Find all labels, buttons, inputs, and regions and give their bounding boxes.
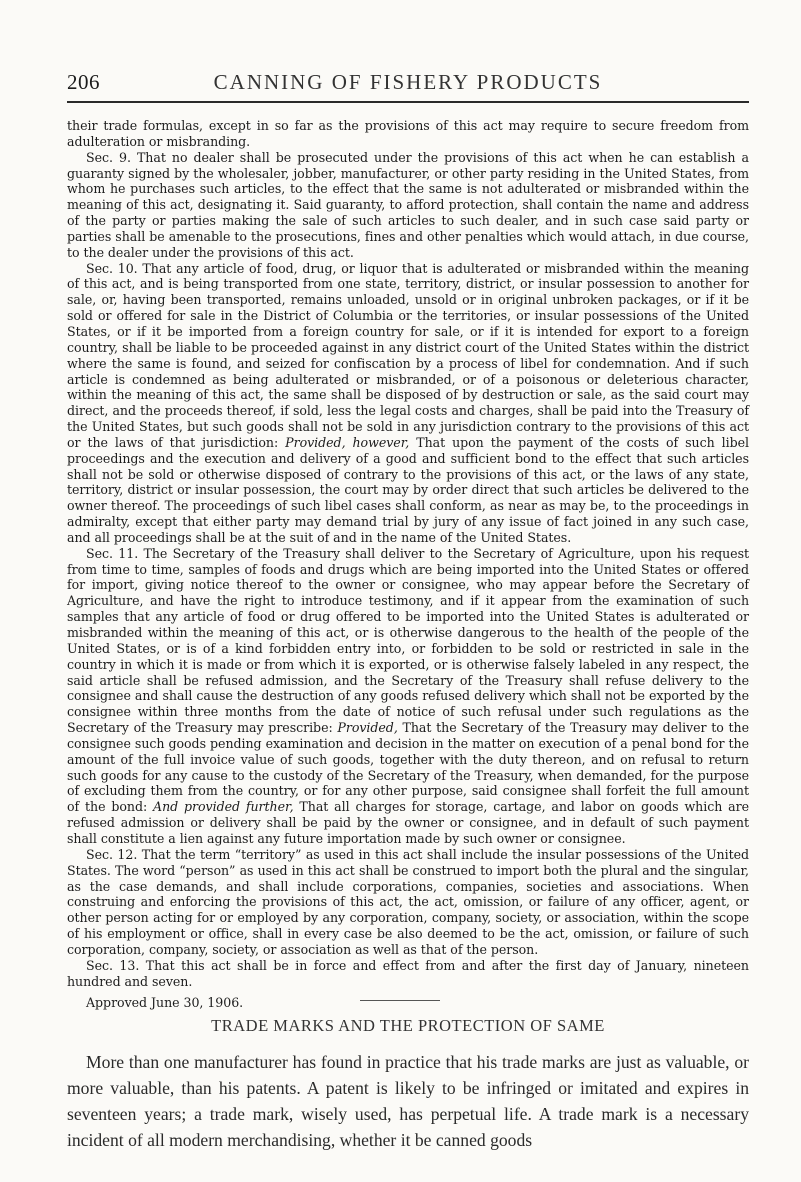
section-11 <box>67 546 749 847</box>
section-10-text-b: That upon the payment of the costs of such libel proceedings and the execution and delivery of a good and sufficient bond to the effect that such articles shall not be sold or otherwise disposed of contrary to the provisions of this act, or the laws of any state, territory, district or insular possession, the court may by order direct that such articles be delivered to the owner thereof. The proceedings of such libel cases shall conform, as near as may be, to the proceedings in admiralty, except that either party may demand trial by jury of any issue of fact joined in any such case, and all proceedings shall be at the suit of and in the name of the United States. <box>67 434 749 545</box>
running-head-title: CANNING OF FISHERY PRODUCTS <box>213 70 603 94</box>
page-number: 206 <box>67 70 100 94</box>
section-11-text-c: That all charges for storage, cartage, and labor on goods which are refused admission or delivery shall be paid by the owner or consignee, and in default of such payment shall constitute a lien against any future importation made by such owner or consignee. <box>67 799 749 846</box>
approval-date: Approved June 30, 1906. <box>86 995 244 1011</box>
act-text <box>67 118 749 1011</box>
section-heading: TRADE MARKS AND THE PROTECTION OF SAME <box>211 1016 605 1035</box>
section-11-text-a: Sec. 11. The Secretary of the Treasury shall deliver to the Secretary of Agriculture, upon his request from time to time, samples of foods and drugs which are being imported into the United States or offered for import, giving notice thereof to the owner or consignee, who may appear before the Secretary of Agriculture, and have the right to introduce testimony, and if it appear from the examination of such samples that any article of food or drug offered to be imported into the United States is adulterated or misbranded within the meaning of this act, or is otherwise dangerous to the health of the people of the United States, or is of a kind forbidden entry into, or forbidden to be sold or restricted in sale in the country in which it is made or from which it is exported, or is otherwise falsely labeled in any respect, the said article shall be refused admission, and the Secretary of the Treasury shall refuse delivery to the consignee and shall cause the destruction of any goods refused delivery which shall not be exported by the consignee within three months from the date of notice of such refusal under such regulations as the Secretary of the Treasury may prescribe: <box>67 545 749 736</box>
section-11-proviso-1: Provided, <box>337 720 398 736</box>
section-13: Sec. 13. That this act shall be in force and effect from and after the first day of January, nineteen hundred and seven. <box>67 957 749 989</box>
section-11-text-b: That the Secretary of the Treasury may deliver to the consignee such goods pending examination and decision in the matter on execution of a penal bond for the amount of the full invoice value of such goods, together with the duty thereon, and on refusal to return such goods for any cause to the custody of the Secretary of the Treasury, when demanded, for the purpose of excluding them from the country, or for any other purpose, said consignee shall forfeit the full amount of the bond: <box>67 720 749 815</box>
header-rule <box>67 101 749 103</box>
section-11-proviso-2: And provided further, <box>153 799 294 815</box>
section-10-text-a: Sec. 10. That any article of food, drug, or liquor that is adulterated or misbranded within the meaning of this act, and is being transported from one state, territory, district, or insular possession to another for sale, or, having been transported, remains unloaded, unsold or in original unbroken packages, or if it be sold or offered for sale in the District of Columbia or the territories, or insular possessions of the United States, or if it be imported from a foreign country for sale, or if it is intended for export to a foreign country, shall be liable to be proceeded against in any district court of the United States within the district where the same is found, and seized for confiscation by a process of libel for condemnation. And if such article is condemned as being adulterated or misbranded, or of a poisonous or deleterious character, within the meaning of this act, the same shall be disposed of by destruction or sale, as the said court may direct, and the proceeds thereof, if sold, less the legal costs and charges, shall be paid into the Treasury of the United States, but such goods shall not be sold in any jurisdiction contrary to the provisions of this act or the laws of that jurisdiction: <box>67 260 749 450</box>
section-separator <box>360 1000 440 1001</box>
section-body <box>67 1049 749 1153</box>
running-head <box>67 70 749 98</box>
section-9: Sec. 9. That no dealer shall be prosecuted under the provisions of this act when he can establish a guaranty signed by the wholesaler, jobber, manufacturer, or other party residing in the United States, from whom he purchases such articles, to the effect that the same is not adulterated or misbranded within the meaning of this act, designating it. Said guaranty, to afford protection, shall contain the name and address of the party or parties making the sale of such articles to such dealer, and in such case said party or parties shall be amenable to the prosecutions, fines and other penalties which would attach, in due course, to the dealer under the provisions of this act. <box>67 149 749 260</box>
section-paragraph: More than one manufacturer has found in practice that his trade marks are just as valuable, or more valuable, than his patents. A patent is likely to be infringed or imitated and expires in seventeen years; a trade mark, wisely used, has perpetual life. A trade mark is a necessary incident of all modern merchandising, whether it be canned goods <box>67 1052 749 1150</box>
section-12: Sec. 12. That the term “territory” as used in this act shall include the insular possessions of the United States. The word “person” as used in this act shall be construed to import both the plural and the singular, as the case demands, and shall include corporations, companies, societies and associations. When construing and enforcing the provisions of this act, the act, omission, or failure of any officer, agent, or other person acting for or employed by any corporation, company, society, or association, within the scope of his employment or office, shall in every case be also deemed to be the act, omission, or failure of such corporation, company, society, or association as well as that of the person. <box>67 846 749 957</box>
section-10 <box>67 261 749 546</box>
continued-paragraph: their trade formulas, except in so far as the provisions of this act may require to secure freedom from adulteration or misbranding. <box>67 118 749 149</box>
section-10-proviso: Provided, however, <box>285 434 410 450</box>
